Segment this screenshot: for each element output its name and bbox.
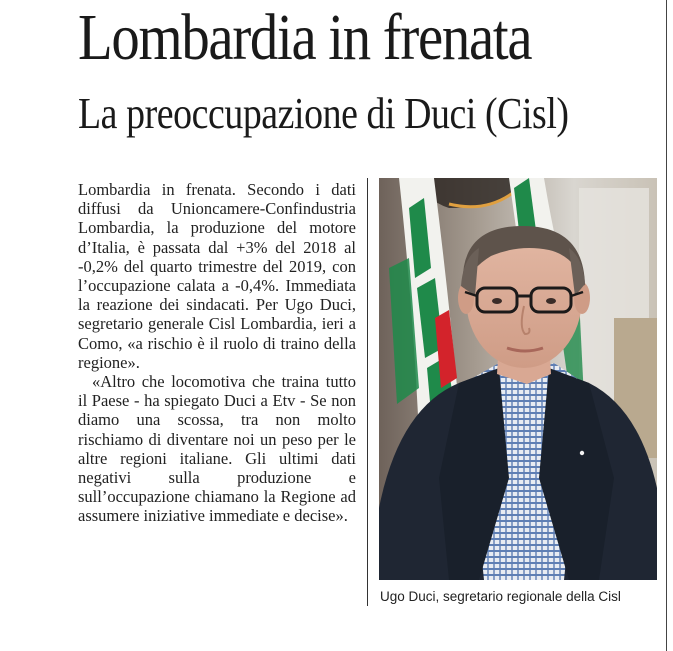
article-paragraph: Lombardia in frenata. Secondo i dati diffusi da Unioncamere-Confindustria Lombardia, la produzione del motore d’Italia, è passata dal +3% del 2018 al -0,2% del quarto trimestre del 2019, con l’occupazione calata a -0,4%. Immediata la reazione dei sindacati. Per Ugo Duci, segretario generale Cisl Lombardia, ieri a Como, «a rischio è il ruolo di traino della regione». bbox=[78, 180, 356, 372]
column-divider bbox=[367, 178, 368, 606]
article-body bbox=[78, 180, 356, 526]
subheadline: La preoccupazione di Duci (Cisl) bbox=[78, 89, 569, 138]
page-right-rule bbox=[666, 0, 667, 651]
article-paragraph: «Altro che locomotiva che traina tutto il Paese - ha spiegato Duci a Etv - Se non diamo una scossa, tra non molto rischiamo di diventare noi un peso per le altre regioni italiane. Gli ultimi dati negativi sulla produzione e sull’occupazione chiamano la Regione ad assumere iniziative immediate e decise». bbox=[78, 372, 356, 526]
photo-caption: Ugo Duci, segretario regionale della Cisl bbox=[380, 589, 621, 604]
portrait-photo bbox=[379, 178, 657, 580]
headline: Lombardia in frenata bbox=[78, 1, 532, 74]
